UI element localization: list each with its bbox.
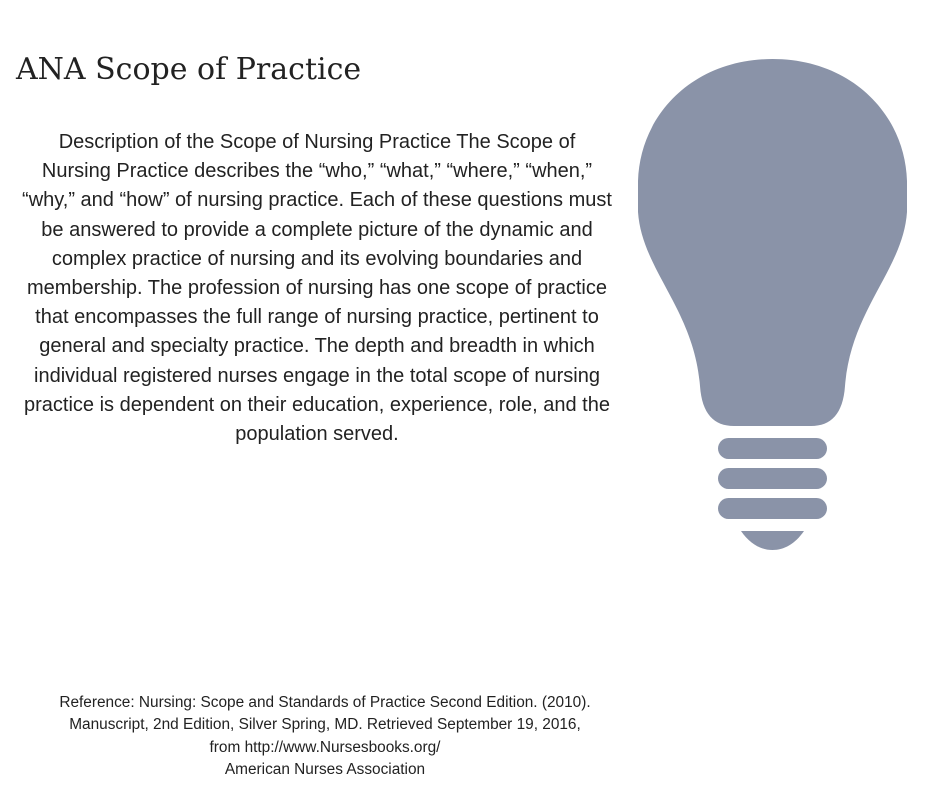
page-title: ANA Scope of Practice	[16, 52, 362, 87]
bulb-base-ring-3	[718, 498, 827, 519]
reference-line: from http://www.Nursesbooks.org/	[209, 738, 441, 756]
bulb-tip	[741, 531, 804, 550]
reference-line: Reference: Nursing: Scope and Standards of Practice Second Edition. (2010).	[59, 694, 591, 711]
bulb-glass	[638, 59, 907, 426]
bulb-base-ring-2	[718, 468, 827, 489]
bulb-base-ring-1	[718, 438, 827, 459]
reference-citation	[30, 692, 620, 781]
reference-line: Manuscript, 2nd Edition, Silver Spring, MD. Retrieved September 19, 2016,	[69, 716, 581, 734]
lightbulb-icon	[636, 56, 909, 552]
reference-line: American Nurses Association	[224, 760, 426, 778]
scope-description: Description of the Scope of Nursing Practice The Scope of Nursing Practice describes the “who,” “what,” “where,” “when,” “why,” and “how” of nursing practice. Each of these questions must be answered to provide a complete picture of the dynamic and complex practice of nursing and its evolving boundaries and membership. The profession of nursing has one scope of practice that encompasses the full range of nursing practice, pertinent to general and specialty practice. The depth and breadth in which individual registered nurses engage in the total scope of nursing practice is dependent on their education, experience, role, and the population served.	[22, 131, 612, 446]
